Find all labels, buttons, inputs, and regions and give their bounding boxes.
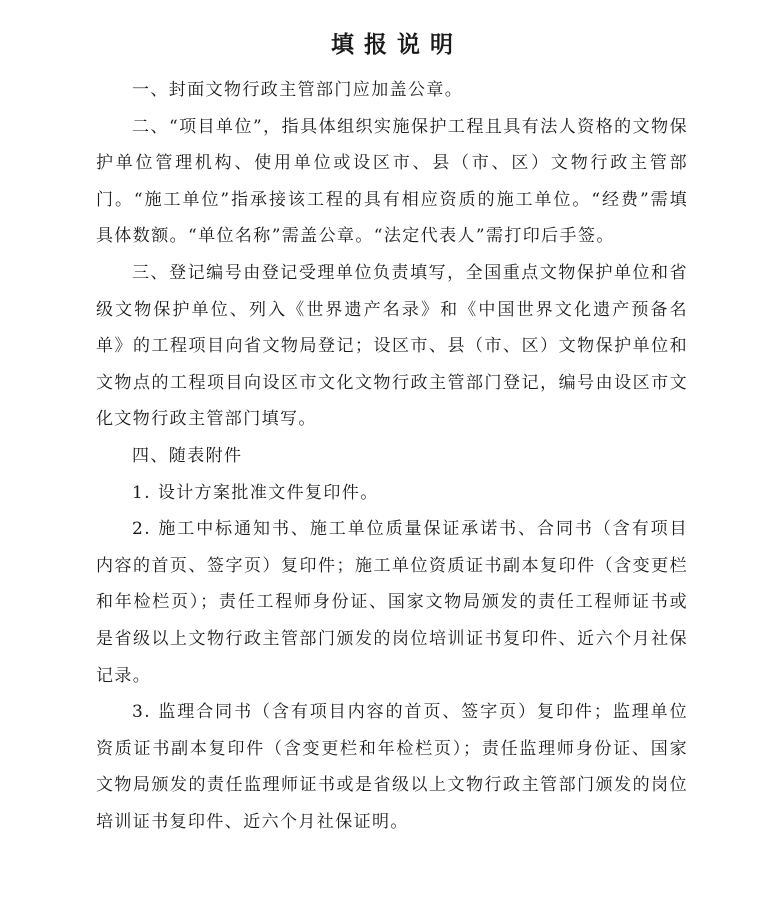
- paragraph-unit-definitions: 二、“项目单位”，指具体组织实施保护工程且具有法人资格的文物保护单位管理机构、使用单位或设区市、县（市、区）文物行政主管部门。“施工单位”指承接该工程的具有相应资质的施工单位。“经费”需填具体数额。“单位名称”需盖公章。“法定代表人”需打印后手签。: [96, 116, 688, 247]
- paragraph-attachment-3: 3. 监理合同书（含有项目内容的首页、签字页）复印件；监理单位资质证书副本复印件（含变更栏和年检栏页）；责任监理师身份证、国家文物局颁发的责任监理师证书或是省级以上文物行政主管部门颁发的岗位培训证书复印件、近六个月社保证明。: [96, 702, 688, 832]
- paragraph-attachment-2: 2. 施工中标通知书、施工单位质量保证承诺书、合同书（含有项目内容的首页、签字页）复印件；施工单位资质证书副本复印件（含变更栏和年检栏页）；责任工程师身份证、国家文物局颁发的责任工程师证书或是省级以上文物行政主管部门颁发的岗位培训证书复印件、近六个月社保记录。: [96, 519, 688, 686]
- document-page: [96, 28, 688, 840]
- document-title: 填报说明: [331, 31, 463, 58]
- paragraph-registration-number: 三、登记编号由登记受理单位负责填写，全国重点文物保护单位和省级文物保护单位、列入《世界遗产名录》和《中国世界文化遗产预备名单》的工程项目向省文物局登记；设区市、县（市、区）文物保护单位和文物点的工程项目向设区市文化文物行政主管部门登记，编号由设区市文化文物行政主管部门填写。: [96, 262, 688, 430]
- paragraph-attachments-heading: 四、随表附件: [132, 445, 243, 466]
- paragraph-seal-requirement: 一、封面文物行政主管部门应加盖公章。: [132, 80, 464, 100]
- paragraph-attachment-1: 1. 设计方案批准文件复印件。: [132, 482, 379, 503]
